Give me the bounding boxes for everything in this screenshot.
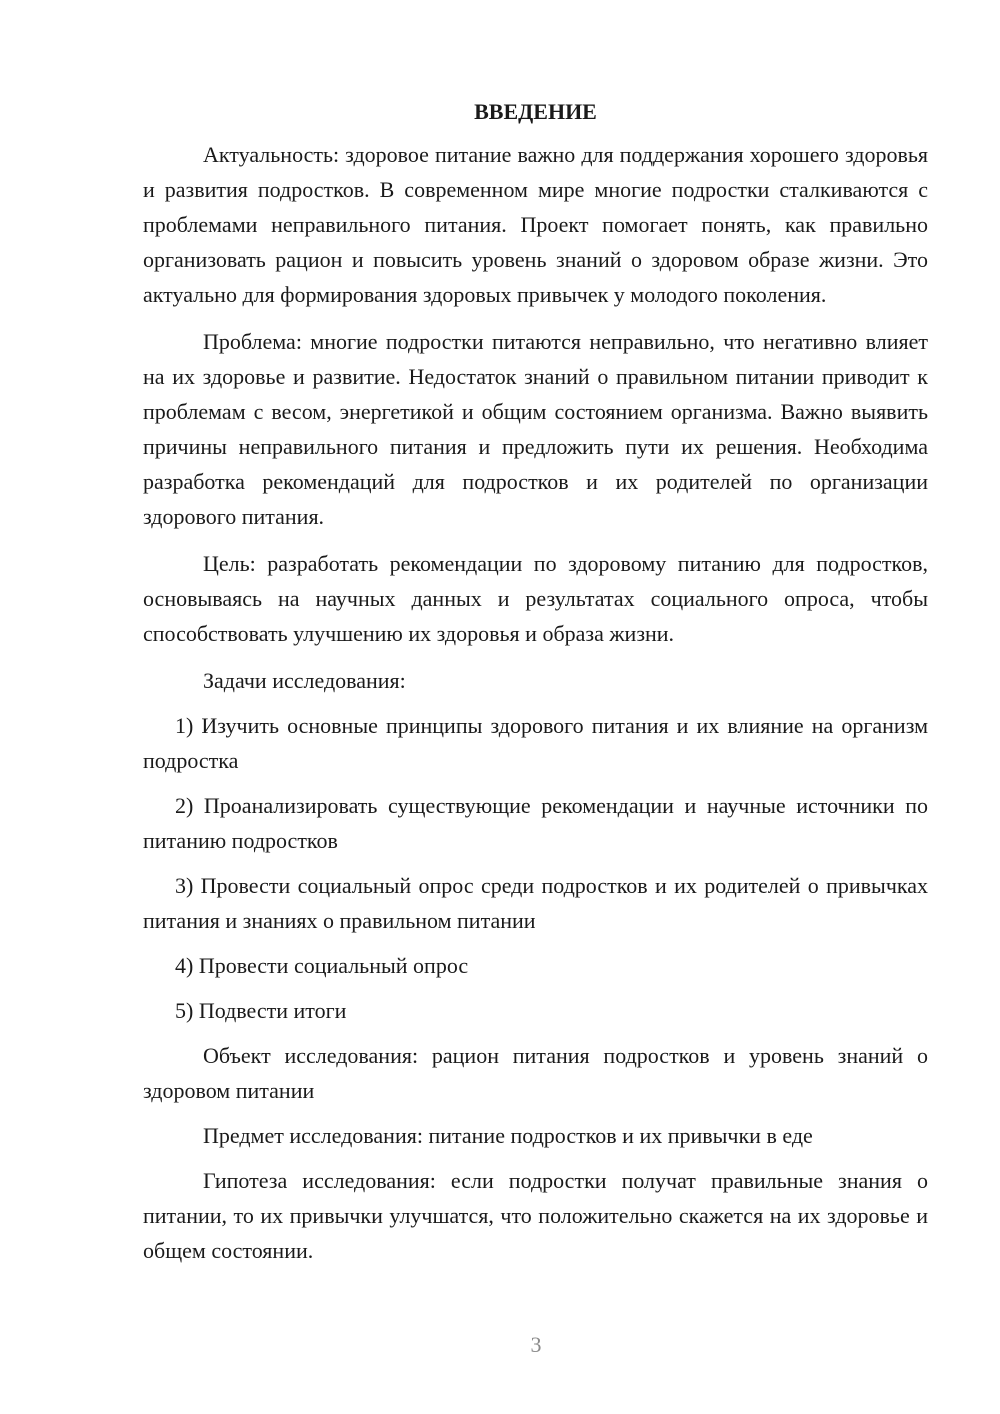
relevance-paragraph: Актуальность: здоровое питание важно для поддержания хорошего здоровья и развития подростков. В современном мире многие подростки сталкиваются с проблемами неправильного питания. Проект помогает понять, как правильно организовать рацион и повысить уровень знаний о здоровом образе жизни. Это актуально для формирования здоровых привычек у молодого поколения. — [143, 142, 928, 307]
hypothesis-paragraph: Гипотеза исследования: если подростки получат правильные знания о питании, то их привычки улучшатся, что положительно скажется на их здоровье и общем состоянии. — [143, 1168, 928, 1263]
object-paragraph: Объект исследования: рацион питания подростков и уровень знаний о здоровом питании — [143, 1043, 928, 1103]
problem-paragraph: Проблема: многие подростки питаются неправильно, что негативно влияет на их здоровье и развитие. Недостаток знаний о правильном питании приводит к проблемам с весом, энергетикой и общим состоянием организма. Важно выявить причины неправильного питания и предложить пути их решения. Необходима разработка рекомендаций для подростков и их родителей по организации здорового питания. — [143, 329, 928, 529]
subject-paragraph: Предмет исследования: питание подростков и их привычки в еде — [203, 1123, 813, 1148]
task-item-2: 2) Проанализировать существующие рекомендации и научные источники по питанию подростков — [143, 793, 928, 853]
page-title: ВВЕДЕНИЕ — [474, 99, 597, 124]
task-item-5: 5) Подвести итоги — [175, 998, 347, 1023]
task-item-1: 1) Изучить основные принципы здорового питания и их влияние на организм подростка — [143, 713, 928, 773]
tasks-heading: Задачи исследования: — [203, 668, 406, 693]
task-item-4: 4) Провести социальный опрос — [175, 953, 469, 978]
page-content — [143, 94, 928, 1268]
task-item-3: 3) Провести социальный опрос среди подростков и их родителей о привычках питания и знаниях о правильном питании — [143, 873, 928, 933]
goal-paragraph: Цель: разработать рекомендации по здоровому питанию для подростков, основываясь на научных данных и результатах социального опроса, чтобы способствовать улучшению их здоровья и образа жизни. — [143, 551, 928, 646]
page-number: 3 — [530, 1332, 542, 1357]
